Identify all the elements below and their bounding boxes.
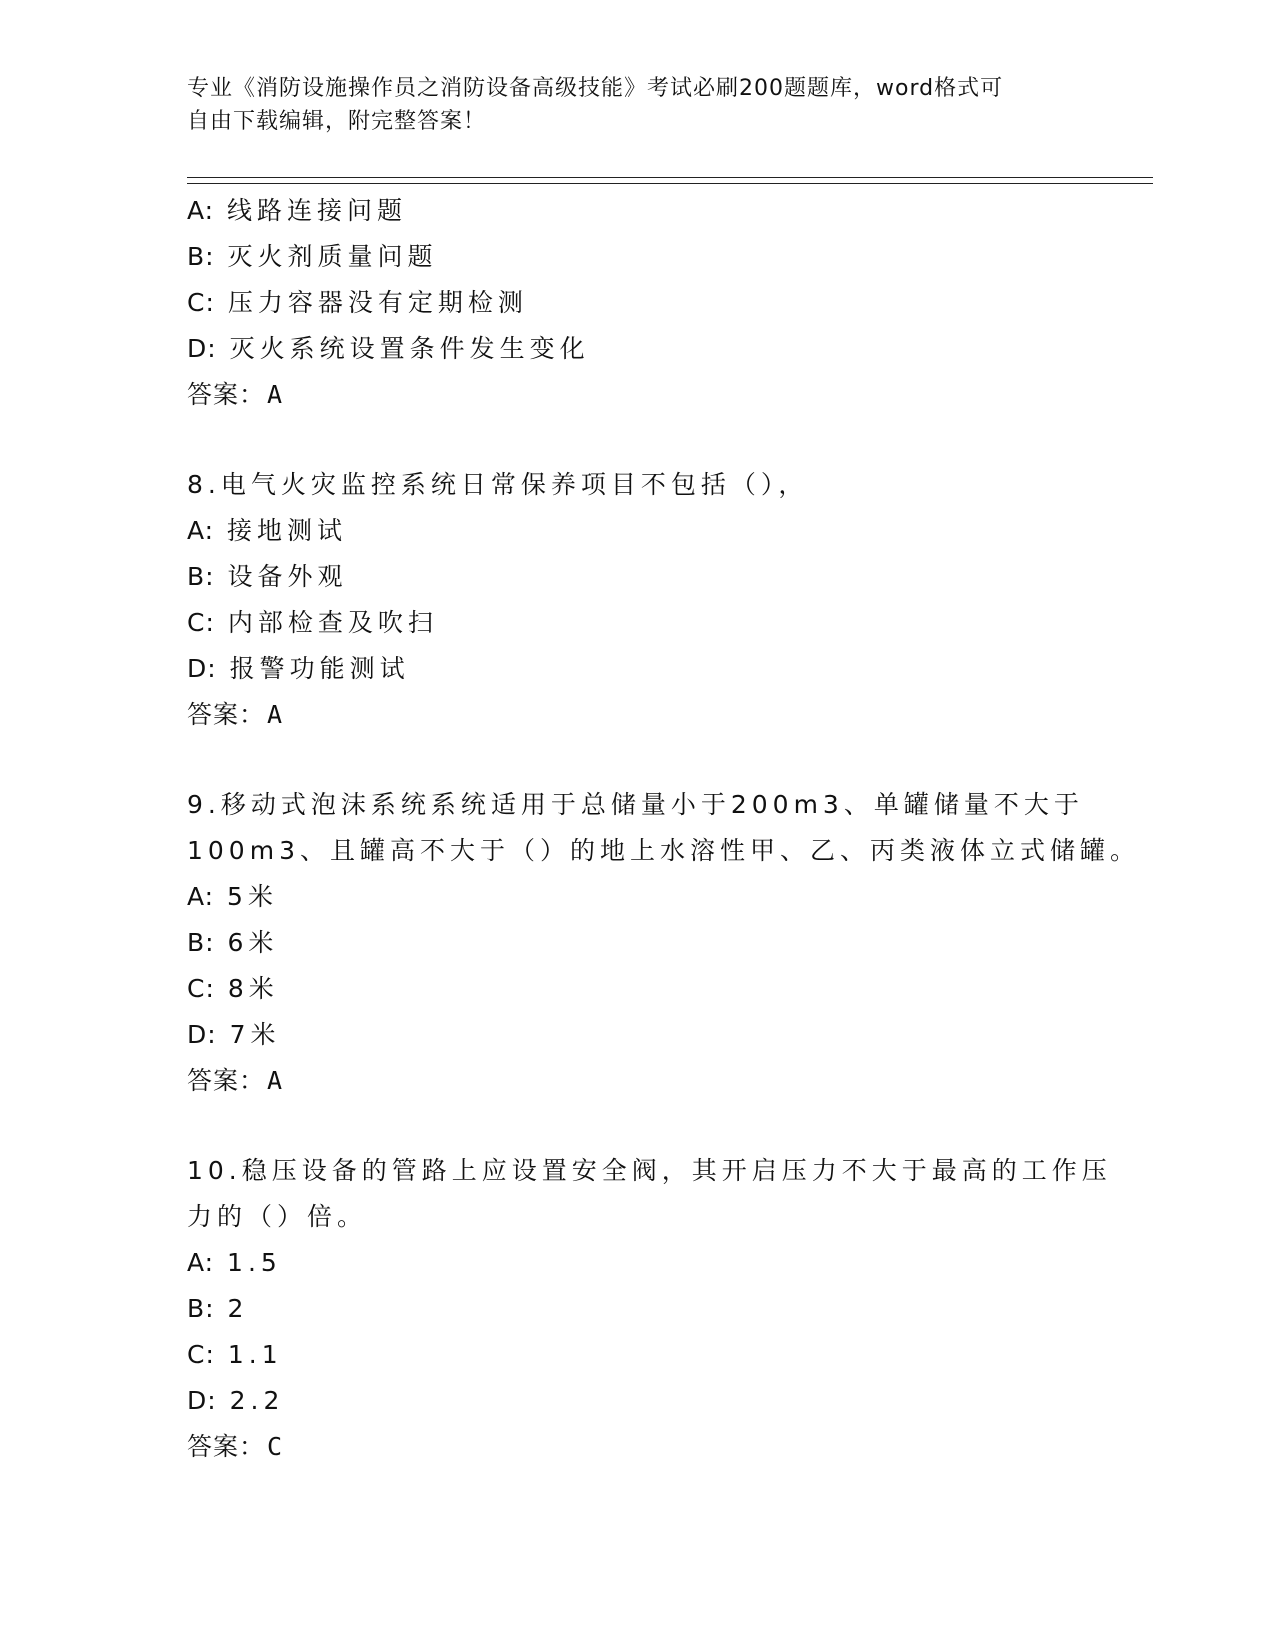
option-text: 设备外观 bbox=[227, 562, 348, 591]
option-a bbox=[187, 1240, 1127, 1286]
question-spacer bbox=[187, 418, 1127, 462]
header-divider-top bbox=[187, 177, 1153, 178]
question-text-line: 100m3、且罐高不大于（）的地上水溶性甲、乙、丙类液体立式储罐。 bbox=[187, 836, 1140, 865]
header-line-2: 自由下载编辑，附完整答案！ bbox=[187, 109, 487, 134]
option-text: 压力容器没有定期检测 bbox=[227, 288, 528, 317]
option-text: 2.2 bbox=[229, 1386, 285, 1415]
document-header bbox=[187, 72, 1087, 138]
question-text-line: 9.移动式泡沫系统系统适用于总储量小于200m3、单罐储量不大于 bbox=[187, 790, 1084, 819]
option-letter: C: bbox=[187, 974, 215, 1003]
option-c bbox=[187, 1332, 1127, 1378]
option-b bbox=[187, 920, 1127, 966]
answer-line bbox=[187, 692, 1127, 738]
option-letter: A: bbox=[187, 196, 215, 225]
answer-label: 答案： bbox=[187, 700, 266, 729]
answer-label: 答案： bbox=[187, 380, 266, 409]
answer-value: A bbox=[267, 700, 283, 729]
question-spacer bbox=[187, 1104, 1127, 1148]
question-7-continued bbox=[187, 188, 1127, 418]
option-text: 线路连接问题 bbox=[227, 196, 408, 225]
option-letter: A: bbox=[187, 516, 215, 545]
answer-label: 答案： bbox=[187, 1432, 266, 1461]
option-letter: D: bbox=[187, 1386, 217, 1415]
question-9 bbox=[187, 782, 1140, 1104]
option-text: 内部检查及吹扫 bbox=[227, 608, 438, 637]
option-c bbox=[187, 280, 1127, 326]
option-letter: B: bbox=[187, 1294, 215, 1323]
option-letter: A: bbox=[187, 1248, 215, 1277]
question-list bbox=[187, 188, 1140, 1470]
option-c bbox=[187, 600, 1127, 646]
option-text: 接地测试 bbox=[227, 516, 348, 545]
option-letter: C: bbox=[187, 608, 215, 637]
answer-label: 答案： bbox=[187, 1066, 266, 1095]
header-line-1: 专业《消防设施操作员之消防设备高级技能》考试必刷200题题库，word格式可 bbox=[187, 76, 1004, 101]
option-letter: D: bbox=[187, 654, 217, 683]
option-d bbox=[187, 646, 1127, 692]
option-letter: B: bbox=[187, 562, 215, 591]
option-c bbox=[187, 966, 1127, 1012]
question-10 bbox=[187, 1148, 1127, 1470]
option-text: 1.1 bbox=[227, 1340, 283, 1369]
question-8 bbox=[187, 462, 1127, 738]
answer-line bbox=[187, 1424, 1127, 1470]
option-text: 7米 bbox=[229, 1020, 281, 1049]
option-letter: C: bbox=[187, 1340, 215, 1369]
answer-value: C bbox=[267, 1432, 283, 1461]
option-letter: C: bbox=[187, 288, 215, 317]
option-text: 6米 bbox=[227, 928, 279, 957]
option-a bbox=[187, 874, 1127, 920]
header-divider-bottom bbox=[187, 183, 1153, 184]
option-a bbox=[187, 508, 1127, 554]
option-text: 灭火系统设置条件发生变化 bbox=[229, 334, 590, 363]
option-text: 8米 bbox=[227, 974, 279, 1003]
answer-value: A bbox=[267, 1066, 283, 1095]
answer-line bbox=[187, 372, 1127, 418]
option-text: 报警功能测试 bbox=[229, 654, 410, 683]
option-text: 灭火剂质量问题 bbox=[227, 242, 438, 271]
option-b bbox=[187, 554, 1127, 600]
option-d bbox=[187, 326, 1127, 372]
option-letter: A: bbox=[187, 882, 215, 911]
option-a bbox=[187, 188, 1127, 234]
option-d bbox=[187, 1012, 1127, 1058]
option-text: 1.5 bbox=[227, 1248, 282, 1277]
option-letter: D: bbox=[187, 334, 217, 363]
option-letter: D: bbox=[187, 1020, 217, 1049]
question-text-line: 10.稳压设备的管路上应设置安全阀，其开启压力不大于最高的工作压 bbox=[187, 1156, 1112, 1185]
option-b bbox=[187, 1286, 1127, 1332]
question-text-line: 8.电气火灾监控系统日常保养项目不包括（）， bbox=[187, 470, 809, 499]
option-b bbox=[187, 234, 1127, 280]
question-spacer bbox=[187, 738, 1127, 782]
option-letter: B: bbox=[187, 242, 215, 271]
option-letter: B: bbox=[187, 928, 215, 957]
option-text: 5米 bbox=[227, 882, 278, 911]
option-text: 2 bbox=[227, 1294, 249, 1323]
question-text-line: 力的（）倍。 bbox=[187, 1202, 368, 1231]
answer-value: A bbox=[267, 380, 283, 409]
answer-line bbox=[187, 1058, 1127, 1104]
option-d bbox=[187, 1378, 1127, 1424]
